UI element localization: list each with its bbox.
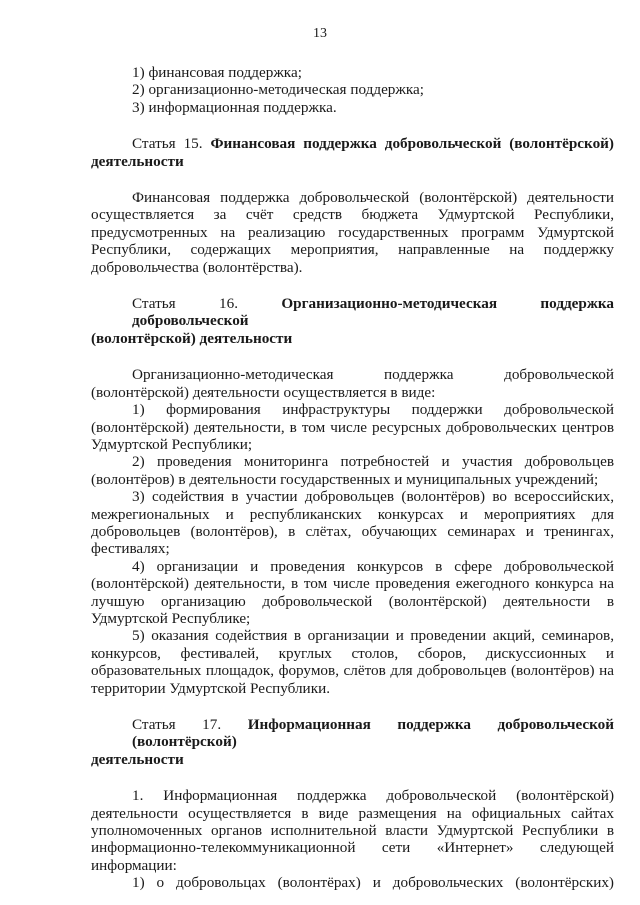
- paragraph-line: Удмуртской Республики;: [91, 435, 253, 453]
- document-body: [91, 64, 614, 892]
- article-title: Информационная поддержка добровольческой (волонтёрской): [132, 716, 615, 751]
- paragraph-line: 1. Информационная поддержка добровольческой (волонтёрской): [132, 787, 614, 805]
- paragraph-line: 1) формирования инфраструктуры поддержки добровольческой: [132, 401, 614, 419]
- article-title-cont: деятельности: [91, 152, 184, 170]
- article-17-heading: [91, 716, 614, 768]
- paragraph-line: добровольцев (волонтёров), в слётах, обучающих семинарах и тренингах,: [91, 522, 614, 540]
- paragraph-line: Удмуртской Республике;: [91, 609, 251, 627]
- article-15-heading: [91, 135, 614, 170]
- article-16-paragraph: [91, 366, 614, 697]
- article-title-cont: (волонтёрской) деятельности: [91, 329, 293, 347]
- support-types-list: [91, 64, 614, 116]
- paragraph-line: (волонтёрской) деятельности осуществляется в виде:: [91, 383, 436, 401]
- paragraph-line: 2) проведения мониторинга потребностей и участия добровольцев: [132, 453, 614, 471]
- article-title: Финансовая поддержка добровольческой (волонтёрской): [210, 135, 614, 153]
- article-16-heading: [91, 295, 614, 347]
- paragraph-line: (волонтёрской) деятельности, в том числе ресурсных добровольческих центров: [91, 418, 614, 436]
- article-17-paragraph: [91, 787, 614, 891]
- paragraph-line: 3) содействия в участии добровольцев (волонтёров) во всероссийских,: [132, 488, 614, 506]
- paragraph-line: информации:: [91, 856, 177, 874]
- paragraph-line: добровольчества (волонтёрства).: [91, 258, 303, 276]
- paragraph-line: Финансовая поддержка добровольческой (волонтёрской) деятельности: [132, 189, 614, 207]
- paragraph-line: Организационно-методическая поддержка добровольческой: [132, 366, 614, 384]
- article-number: Статья 15.: [132, 135, 203, 153]
- article-title: Организационно-методическая поддержка добровольческой: [132, 295, 614, 330]
- paragraph-line: (волонтёрской) деятельности, в том числе проведения ежегодного конкурса на: [91, 575, 614, 593]
- paragraph-line: уполномоченных органов исполнительной власти Удмуртской Республики в: [91, 822, 614, 840]
- paragraph-line: образовательных площадок, форумов, слётов для добровольцев (волонтёров) на: [91, 662, 614, 680]
- paragraph-line: (волонтёров) в деятельности государственных и муниципальных учреждений;: [91, 470, 599, 488]
- paragraph-line: деятельности осуществляется в виде размещения на официальных сайтах: [91, 804, 614, 822]
- article-number: Статья 16.: [132, 295, 238, 313]
- list-item: 1) финансовая поддержка;: [132, 64, 302, 81]
- paragraph-line: территории Удмуртской Республики.: [91, 679, 330, 697]
- paragraph-line: лучшую организацию добровольческой (волонтёрской) деятельности в: [91, 592, 614, 610]
- paragraph-line: Республики, содержащих мероприятия, направленные на поддержку: [91, 241, 614, 259]
- article-number: Статья 17.: [132, 716, 222, 733]
- list-item: 3) информационная поддержка.: [132, 98, 337, 116]
- paragraph-line: 5) оказания содействия в организации и проведении акций, семинаров,: [132, 627, 614, 645]
- paragraph-line: осуществляется за счёт средств бюджета Удмуртской Республики,: [91, 206, 614, 224]
- paragraph-line: предусмотренных на реализацию государственных программ Удмуртской: [91, 223, 614, 241]
- list-item: 2) организационно-методическая поддержка;: [132, 81, 425, 99]
- paragraph-line: 4) организации и проведения конкурсов в сфере добровольческой: [132, 557, 614, 575]
- article-15-paragraph: [91, 189, 614, 276]
- article-title-cont: деятельности: [91, 750, 184, 768]
- paragraph-line: конкурсов, фестивалей, круглых столов, сборов, дискуссионных и: [91, 644, 614, 662]
- paragraph-line: фестивалях;: [91, 540, 170, 558]
- paragraph-line: межрегиональных и республиканских конкурсах и мероприятиях для: [91, 505, 614, 523]
- paragraph-line: 1) о добровольцах (волонтёрах) и добровольческих (волонтёрских): [132, 874, 614, 892]
- page-number: 13: [313, 26, 327, 41]
- paragraph-line: информационно-телекоммуникационной сети «Интернет» следующей: [91, 839, 614, 857]
